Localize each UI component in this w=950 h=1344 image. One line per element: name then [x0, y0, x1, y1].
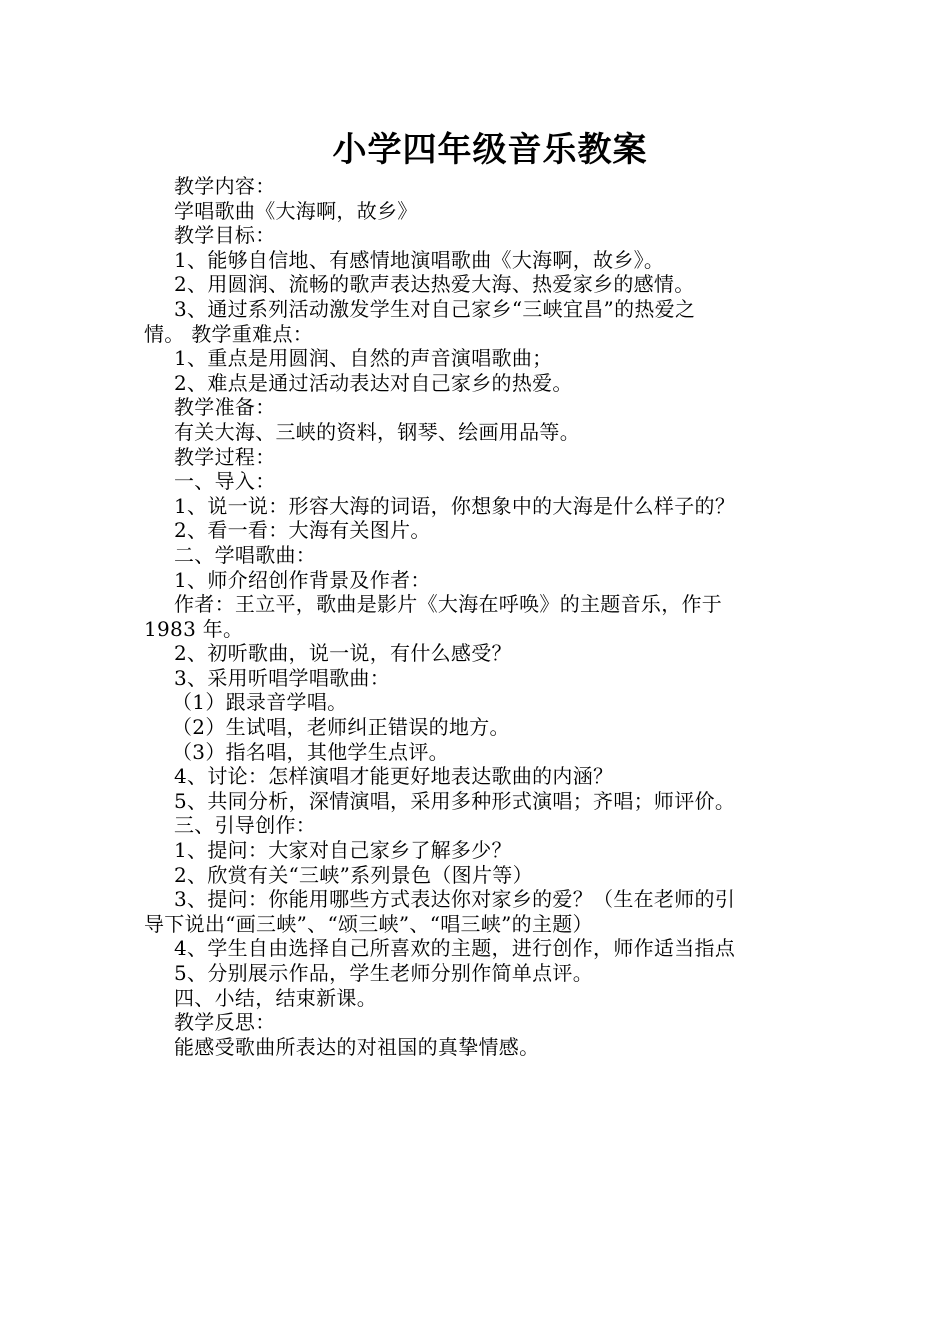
text-line: 教学反思：: [174, 1010, 276, 1035]
text-line: 情。 教学重难点：: [144, 321, 314, 346]
text-line: 4、学生自由选择自己所喜欢的主题，进行创作，师作适当指点: [174, 936, 736, 961]
text-line: 有关大海、三峡的资料，钢琴、绘画用品等。: [174, 419, 580, 444]
text-line: 2、欣赏有关“三峡”系列景色（图片等）: [174, 862, 533, 887]
text-line: 教学目标：: [174, 223, 276, 248]
text-line: 1、说一说：形容大海的词语，你想象中的大海是什么样子的？: [174, 493, 736, 518]
text-line: （2）生试唱，老师纠正错误的地方。: [172, 715, 510, 740]
text-line: 3、通过系列活动激发学生对自己家乡“三峡宜昌”的热爱之: [174, 296, 696, 321]
text-line: 2、难点是通过活动表达对自己家乡的热爱。: [174, 370, 573, 395]
text-line: 导下说出“画三峡”、“颂三峡”、“唱三峡”的主题）: [144, 911, 593, 936]
text-line: 教学准备：: [174, 395, 276, 420]
text-line: 二、学唱歌曲：: [174, 542, 317, 567]
text-line: 学唱歌曲《大海啊，故乡》: [174, 198, 418, 223]
text-line: 1、重点是用圆润、自然的声音演唱歌曲；: [174, 346, 553, 371]
text-line: 能感受歌曲所表达的对祖国的真挚情感。: [174, 1034, 540, 1059]
text-line: 5、分别展示作品，学生老师分别作简单点评。: [174, 961, 594, 985]
text-line: 4、讨论：怎样演唱才能更好地表达歌曲的内涵？: [174, 764, 614, 789]
text-line: 3、采用听唱学唱歌曲：: [174, 665, 391, 690]
text-line: 3、提问：你能用哪些方式表达你对家乡的爱？（生在老师的引: [174, 887, 736, 912]
text-line: 2、初听歌曲，说一说，有什么感受？: [174, 641, 512, 666]
text-line: 1983 年。: [144, 616, 244, 641]
text-line: （3）指名唱，其他学生点评。: [172, 739, 449, 764]
text-line: 2、看一看：大海有关图片。: [174, 518, 431, 543]
text-line: 一、导入：: [174, 469, 276, 494]
text-line: 1、提问：大家对自己家乡了解多少？: [174, 838, 512, 863]
document-body: [144, 174, 808, 1059]
text-line: （1）跟录音学唱。: [172, 690, 348, 715]
text-line: 四、小结，结束新课。: [174, 985, 377, 1010]
text-line: 2、用圆润、流畅的歌声表达热爱大海、热爱家乡的感情。: [174, 272, 695, 297]
document-title: 小学四年级音乐教案: [332, 130, 648, 170]
text-line: 作者：王立平，歌曲是影片《大海在呼唤》的主题音乐，作于: [174, 592, 723, 617]
text-line: 1、能够自信地、有感情地演唱歌曲《大海啊，故乡》。: [174, 247, 665, 272]
text-line: 5、共同分析，深情演唱，采用多种形式演唱；齐唱；师评价。: [174, 788, 736, 813]
text-line: 三、引导创作：: [174, 813, 317, 838]
text-line: 1、师介绍创作背景及作者：: [174, 567, 431, 592]
text-line: 教学内容：: [174, 174, 276, 198]
text-line: 教学过程：: [174, 444, 276, 469]
